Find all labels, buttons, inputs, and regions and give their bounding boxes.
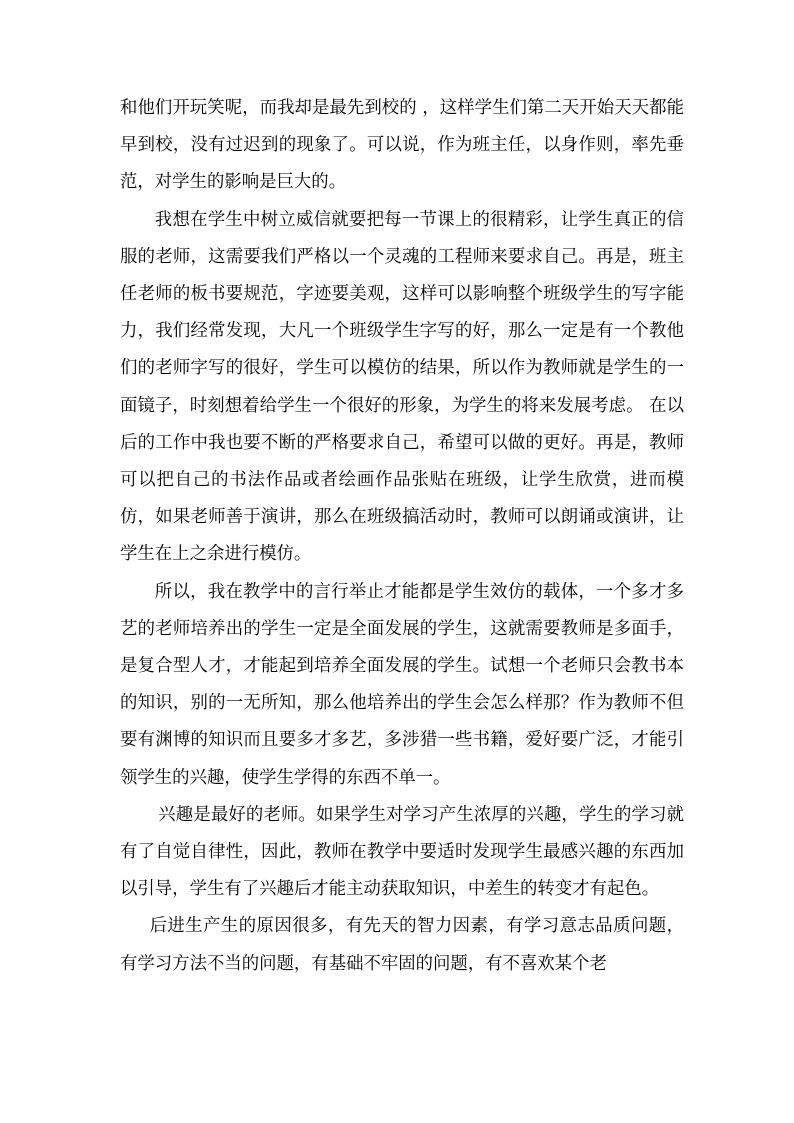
paragraph-3: 所以，我在教学中的言行举止才能都是学生效仿的载体，一个多才多艺的老师培养出的学生一定是全面发展的学生，这就需要教师是多面手，是复合型人才，才能起到培养全面发展的学生。试想一个老师只会教书本的知识，别的一无所知，那么他培养出的学生会怎么样那？作为教师不但要有渊博的知识而且要多才多艺，多涉猎一些书籍，爱好要广泛，才能引领学生的兴趣，使学生学得的东西不单一。 (120, 581, 684, 788)
paragraph-4: 兴趣是最好的老师。如果学生对学习产生浓厚的兴趣，学生的学习就有了自觉自律性，因此，教师在教学中要适时发现学生最感兴趣的东西加以引导，学生有了兴趣后才能主动获取知识，中差生的转变才有起色。 (120, 804, 684, 900)
paragraph-5: 后进生产生的原因很多，有先天的智力因素，有学习意志品质问题，有学习方法不当的问题，有基础不牢固的问题，有不喜欢某个老 (120, 916, 684, 974)
paragraph-2: 我想在学生中树立威信就要把每一节课上的很精彩，让学生真正的信服的老师，这需要我们严格以一个灵魂的工程师来要求自己。再是，班主任老师的板书要规范，字迹要美观，这样可以影响整个班级学生的写字能力，我们经常发现，大凡一个班级学生字写的好，那么一定是有一个教他们的老师字写的很好，学生可以模仿的结果，所以作为教师就是学生的一面镜子，时刻想着给学生一个很好的形象，为学生的将来发展考虑。 在以后的工作中我也要不断的严格要求自己，希望可以做的更好。再是，教师可以把自己的书法作品或者绘画作品张贴在班级，让学生欣赏，进而模仿，如果老师善于演讲，那么在班级搞活动时，教师可以朗诵或演讲，让学生在上之余进行模仿。 (120, 209, 684, 565)
document-page (120, 90, 684, 983)
paragraph-1: 和他们开玩笑呢，而我却是最先到校的 ，这样学生们第二天开始天天都能早到校，没有过迟到的现象了。可以说，作为班主任，以身作则，率先垂范，对学生的影响是巨大的。 (120, 98, 684, 193)
